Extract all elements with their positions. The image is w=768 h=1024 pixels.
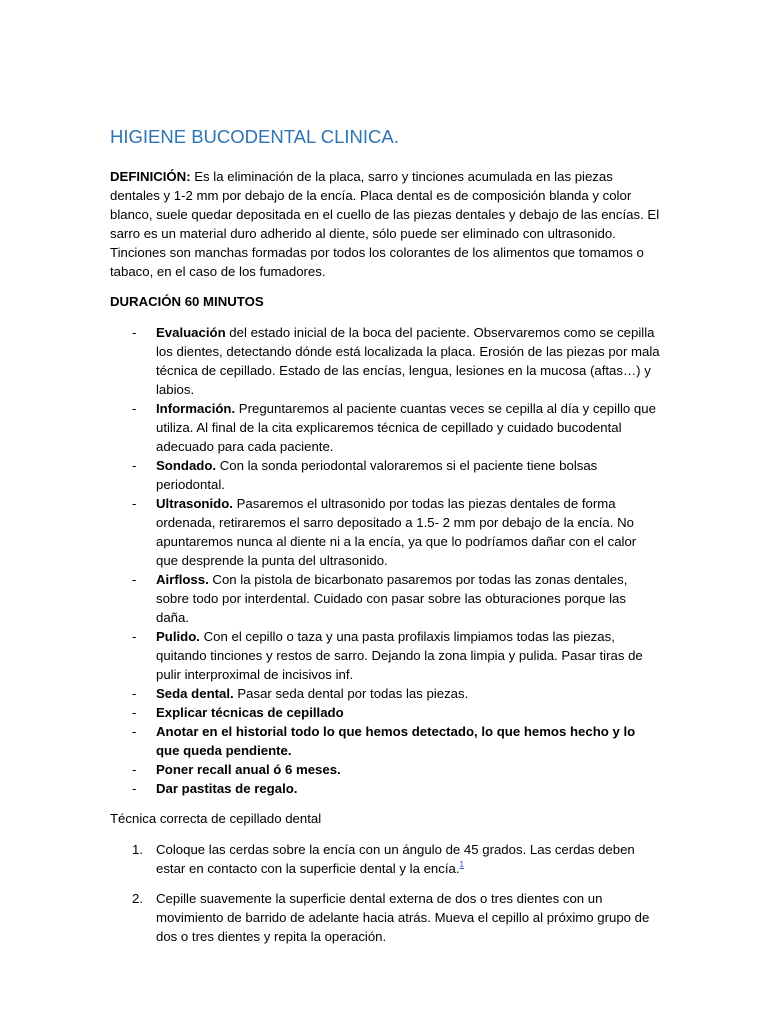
list-item-title: Dar pastitas de regalo.	[156, 781, 298, 796]
footnote-link[interactable]: 1	[459, 860, 464, 869]
step-text: Coloque las cerdas sobre la encía con un ángulo de 45 grados. Las cerdas deben estar en contacto con la superficie dental y la encía.	[156, 842, 635, 876]
list-item-title: Anotar en el historial todo lo que hemos detectado, lo que hemos hecho y lo que queda pendiente.	[156, 724, 636, 758]
technique-title: Técnica correcta de cepillado dental	[110, 811, 322, 826]
list-item-text: Con la pistola de bicarbonato pasaremos por todas las zonas dentales, sobre todo por interdental. Cuidado con pasar sobre las obturaciones porque las daña.	[156, 572, 628, 625]
list-bullet: -	[132, 781, 137, 796]
list-item-title: Explicar técnicas de cepillado	[156, 705, 344, 720]
list-item-title: Pulido.	[156, 629, 200, 644]
procedure-list	[110, 323, 660, 798]
list-bullet: -	[132, 401, 137, 416]
list-item-text: del estado inicial de la boca del paciente. Observaremos como se cepilla los dientes, detectando dónde está localizada la placa. Erosión de las piezas por mala técnica de cepillado. Estado de las encías, lengua, lesiones en la mucosa (aftas…) y labios.	[156, 325, 660, 397]
list-bullet: -	[132, 762, 137, 777]
list-item	[110, 703, 660, 722]
list-item	[110, 722, 660, 760]
list-item-text: Pasar seda dental por todas las piezas.	[233, 686, 469, 701]
list-item	[110, 323, 660, 399]
list-item	[110, 456, 660, 494]
list-item	[110, 779, 660, 798]
step-item	[110, 840, 660, 878]
definition-label: DEFINICIÓN:	[110, 169, 191, 184]
duration-heading: DURACIÓN 60 MINUTOS	[110, 294, 264, 309]
list-item-title: Ultrasonido.	[156, 496, 233, 511]
list-item-title: Sondado.	[156, 458, 217, 473]
list-item	[110, 627, 660, 684]
list-item-title: Airfloss.	[156, 572, 209, 587]
definition-text: Es la eliminación de la placa, sarro y tinciones acumulada en las piezas dentales y 1-2 mm por debajo de la encía. Placa dental es de composición blanda y color blanco, suele quedar depositada en el cuello de las piezas dentales y debajo de las encías. El sarro es un material duro adherido al diente, sólo puede ser eliminado con ultrasonido. Tinciones son manchas formadas por todos los colorantes de los alimentos que tomamos o tabaco, en el caso de los fumadores.	[110, 169, 660, 279]
definition-paragraph	[110, 167, 660, 281]
step-number: 1.	[132, 842, 143, 857]
document-body	[110, 124, 660, 957]
list-item-text: Pasaremos el ultrasonido por todas las piezas dentales de forma ordenada, retiraremos el sarro depositado a 1.5- 2 mm por debajo de la encía. No apuntaremos nunca al diente ni a la encía, ya que lo podríamos dañar con el calor que desprende la punta del ultrasonido.	[156, 496, 637, 568]
list-item	[110, 760, 660, 779]
step-text: Cepille suavemente la superficie dental externa de dos o tres dientes con un movimiento de barrido de adelante hacia atrás. Mueva el cepillo al próximo grupo de dos o tres dientes y repita la operación.	[156, 891, 650, 944]
list-bullet: -	[132, 325, 137, 340]
list-item	[110, 399, 660, 456]
list-bullet: -	[132, 686, 137, 701]
list-bullet: -	[132, 629, 137, 644]
list-item-title: Información.	[156, 401, 236, 416]
list-item	[110, 570, 660, 627]
list-item-title: Poner recall anual ó 6 meses.	[156, 762, 341, 777]
document-title: HIGIENE BUCODENTAL CLINICA.	[110, 126, 399, 147]
list-bullet: -	[132, 705, 137, 720]
list-bullet: -	[132, 572, 137, 587]
list-bullet: -	[132, 496, 137, 511]
list-item	[110, 684, 660, 703]
list-bullet: -	[132, 458, 137, 473]
technique-steps	[110, 840, 660, 946]
step-item	[110, 889, 660, 946]
list-item-text: Preguntaremos al paciente cuantas veces se cepilla al día y cepillo que utiliza. Al final de la cita explicaremos técnica de cepillado y cuidado bucodental adecuado para cada paciente.	[156, 401, 656, 454]
list-item	[110, 494, 660, 570]
list-item-text: Con la sonda periodontal valoraremos si el paciente tiene bolsas periodontal.	[156, 458, 598, 492]
list-bullet: -	[132, 724, 137, 739]
list-item-title: Evaluación	[156, 325, 226, 340]
list-item-text: Con el cepillo o taza y una pasta profilaxis limpiamos todas las piezas, quitando tinciones y restos de sarro. Dejando la zona limpia y pulida. Pasar tiras de pulir interproximal de incisivos inf.	[156, 629, 643, 682]
step-number: 2.	[132, 891, 143, 906]
list-item-title: Seda dental.	[156, 686, 234, 701]
